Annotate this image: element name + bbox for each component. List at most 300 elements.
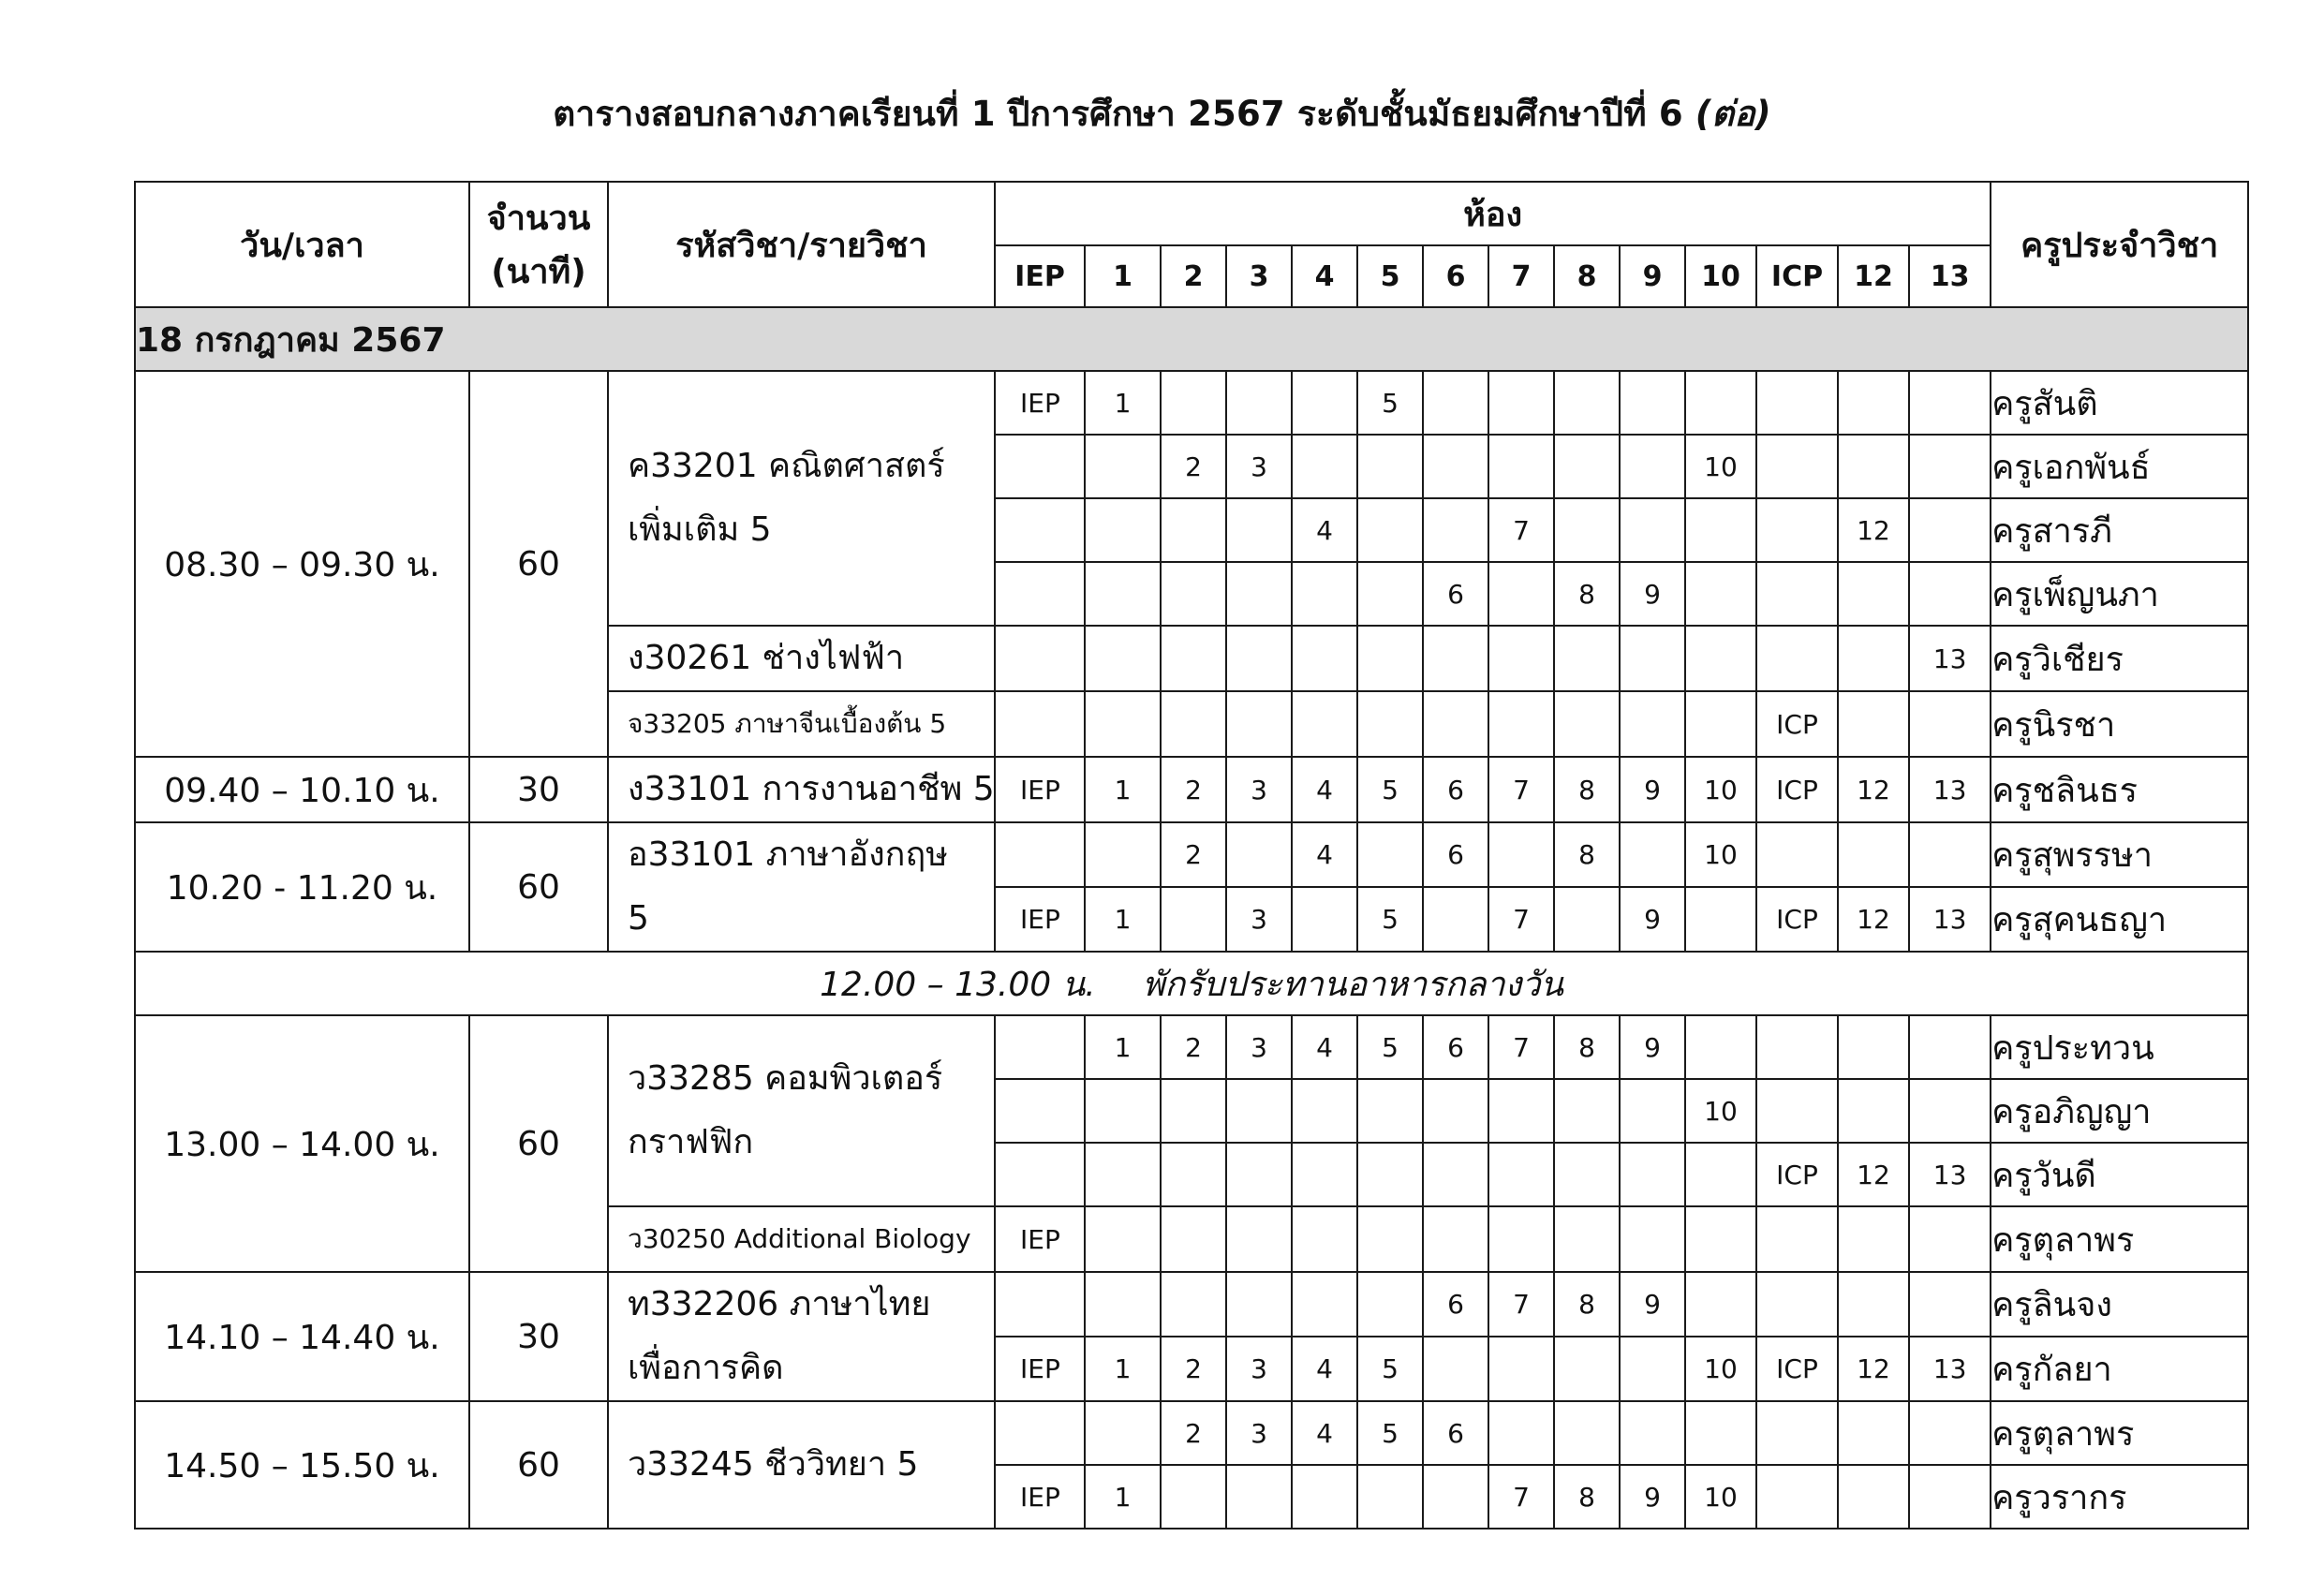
room-cell bbox=[1161, 1272, 1226, 1337]
teacher-name: ครูชลินธร bbox=[1991, 757, 2248, 822]
room-cell bbox=[995, 1401, 1085, 1465]
room-cell: 2 bbox=[1161, 757, 1226, 822]
room-cell: 2 bbox=[1161, 822, 1226, 887]
room-cell bbox=[1909, 498, 1991, 562]
room-cell bbox=[995, 822, 1085, 887]
room-cell bbox=[1756, 562, 1838, 626]
room-cell bbox=[1756, 371, 1838, 435]
room-cell bbox=[1423, 1143, 1488, 1206]
room-cell: 1 bbox=[1085, 1337, 1161, 1401]
room-cell bbox=[1161, 562, 1226, 626]
room-cell bbox=[995, 1079, 1085, 1143]
teacher-name: ครูสารภี bbox=[1991, 498, 2248, 562]
room-cell bbox=[1226, 498, 1292, 562]
header-room-icp: ICP bbox=[1756, 245, 1838, 307]
room-cell bbox=[1292, 435, 1357, 498]
room-cell: 9 bbox=[1620, 1272, 1685, 1337]
room-cell bbox=[995, 1143, 1085, 1206]
subject-line: อ33101 ภาษาอังกฤษ bbox=[628, 835, 948, 874]
room-cell bbox=[1488, 562, 1554, 626]
room-cell bbox=[1554, 1337, 1620, 1401]
room-cell bbox=[1488, 1401, 1554, 1465]
table-row bbox=[135, 371, 2248, 435]
header-datetime: วัน/เวลา bbox=[135, 182, 469, 307]
room-cell: IEP bbox=[995, 1465, 1085, 1529]
header-minutes-line1: จำนวน bbox=[486, 200, 591, 238]
table-row bbox=[135, 1401, 2248, 1465]
room-cell bbox=[995, 562, 1085, 626]
room-cell bbox=[1554, 626, 1620, 691]
room-cell: 3 bbox=[1226, 757, 1292, 822]
slot-minutes: 60 bbox=[469, 1401, 608, 1529]
room-cell bbox=[1161, 626, 1226, 691]
room-cell bbox=[1226, 1143, 1292, 1206]
room-cell bbox=[1909, 1401, 1991, 1465]
room-cell bbox=[1838, 371, 1909, 435]
header-room-9: 9 bbox=[1620, 245, 1685, 307]
room-cell: 12 bbox=[1838, 757, 1909, 822]
room-cell bbox=[1756, 435, 1838, 498]
room-cell bbox=[1838, 1079, 1909, 1143]
room-cell: 1 bbox=[1085, 887, 1161, 952]
room-cell bbox=[1085, 1272, 1161, 1337]
subject-cell bbox=[608, 1401, 995, 1529]
room-cell: 4 bbox=[1292, 1015, 1357, 1079]
room-cell bbox=[1554, 691, 1620, 757]
room-cell bbox=[1357, 562, 1423, 626]
room-cell: 10 bbox=[1685, 1465, 1756, 1529]
header-room-2: 2 bbox=[1161, 245, 1226, 307]
break-time: 12.00 – 13.00 น. bbox=[820, 965, 1096, 1004]
subject-line: ง33101 การงานอาชีพ 5 bbox=[628, 770, 995, 808]
slot-minutes: 60 bbox=[469, 1015, 608, 1272]
room-cell bbox=[1838, 626, 1909, 691]
room-cell bbox=[1554, 1079, 1620, 1143]
room-cell bbox=[995, 1015, 1085, 1079]
subject-line: ว33285 คอมพิวเตอร์ bbox=[628, 1059, 943, 1098]
room-cell: 10 bbox=[1685, 1079, 1756, 1143]
slot-time: 09.40 – 10.10 น. bbox=[135, 757, 469, 822]
room-cell: 12 bbox=[1838, 1337, 1909, 1401]
room-cell bbox=[1357, 435, 1423, 498]
header-room-iep: IEP bbox=[995, 245, 1085, 307]
teacher-name: ครูวรากร bbox=[1991, 1465, 2248, 1529]
slot-minutes: 30 bbox=[469, 1272, 608, 1401]
room-cell: 9 bbox=[1620, 887, 1685, 952]
room-cell bbox=[1909, 562, 1991, 626]
subject-line: กราฟฟิก bbox=[628, 1123, 754, 1161]
slot-minutes: 30 bbox=[469, 757, 608, 822]
room-cell: 4 bbox=[1292, 757, 1357, 822]
room-cell: 1 bbox=[1085, 371, 1161, 435]
room-cell bbox=[1423, 435, 1488, 498]
room-cell bbox=[1161, 1079, 1226, 1143]
room-cell bbox=[1488, 371, 1554, 435]
room-cell bbox=[995, 435, 1085, 498]
room-cell: 13 bbox=[1909, 887, 1991, 952]
room-cell bbox=[995, 626, 1085, 691]
room-cell: 3 bbox=[1226, 1015, 1292, 1079]
title-main: ตารางสอบกลางภาคเรียนที่ 1 ปีการศึกษา 2567 ระดับชั้นมัธยมศึกษาปีที่ 6 bbox=[553, 94, 1683, 134]
room-cell bbox=[1161, 1206, 1226, 1272]
room-cell bbox=[1838, 1272, 1909, 1337]
room-cell bbox=[1226, 1079, 1292, 1143]
room-cell bbox=[1685, 1401, 1756, 1465]
subject-line: 5 bbox=[628, 899, 649, 938]
room-cell: 13 bbox=[1909, 626, 1991, 691]
room-cell bbox=[1085, 1079, 1161, 1143]
slot-time: 08.30 – 09.30 น. bbox=[135, 371, 469, 757]
subject-cell bbox=[608, 371, 995, 626]
room-cell bbox=[1554, 1401, 1620, 1465]
subject-line: ง30261 ช่างไฟฟ้า bbox=[628, 639, 905, 677]
subject-line: ท332206 ภาษาไทย bbox=[628, 1285, 931, 1323]
teacher-name: ครูเอกพันธ์ bbox=[1991, 435, 2248, 498]
room-cell bbox=[1756, 1465, 1838, 1529]
room-cell bbox=[1838, 562, 1909, 626]
room-cell: 9 bbox=[1620, 1465, 1685, 1529]
room-cell: ICP bbox=[1756, 1143, 1838, 1206]
header-room-5: 5 bbox=[1357, 245, 1423, 307]
slot-time: 14.10 – 14.40 น. bbox=[135, 1272, 469, 1401]
title-continued: (ต่อ) bbox=[1695, 94, 1771, 134]
room-cell bbox=[1085, 435, 1161, 498]
room-cell bbox=[1488, 626, 1554, 691]
header-room-1: 1 bbox=[1085, 245, 1161, 307]
room-cell bbox=[1488, 822, 1554, 887]
room-cell bbox=[1292, 371, 1357, 435]
room-cell bbox=[1357, 822, 1423, 887]
room-cell bbox=[1756, 1079, 1838, 1143]
room-cell: IEP bbox=[995, 371, 1085, 435]
room-cell bbox=[1085, 1206, 1161, 1272]
room-cell bbox=[1838, 1465, 1909, 1529]
room-cell bbox=[1620, 1401, 1685, 1465]
room-cell: 1 bbox=[1085, 1465, 1161, 1529]
room-cell bbox=[1226, 1206, 1292, 1272]
room-cell: 6 bbox=[1423, 822, 1488, 887]
subject-line: เพื่อการคิด bbox=[628, 1349, 784, 1387]
room-cell: 5 bbox=[1357, 1337, 1423, 1401]
room-cell bbox=[1357, 1465, 1423, 1529]
slot-time: 14.50 – 15.50 น. bbox=[135, 1401, 469, 1529]
room-cell: 12 bbox=[1838, 887, 1909, 952]
room-cell: 3 bbox=[1226, 1337, 1292, 1401]
room-cell bbox=[1292, 1079, 1357, 1143]
room-cell bbox=[1838, 691, 1909, 757]
room-cell: 2 bbox=[1161, 1401, 1226, 1465]
room-cell bbox=[1554, 498, 1620, 562]
room-cell: 5 bbox=[1357, 887, 1423, 952]
room-cell: 5 bbox=[1357, 1015, 1423, 1079]
subject-line: ว33245 ชีววิทยา 5 bbox=[628, 1445, 919, 1484]
table-row bbox=[135, 1272, 2248, 1337]
teacher-name: ครูวันดี bbox=[1991, 1143, 2248, 1206]
room-cell bbox=[1838, 822, 1909, 887]
header-room-8: 8 bbox=[1554, 245, 1620, 307]
room-cell: IEP bbox=[995, 887, 1085, 952]
room-cell bbox=[1423, 498, 1488, 562]
room-cell bbox=[1357, 1079, 1423, 1143]
room-cell: 13 bbox=[1909, 1337, 1991, 1401]
room-cell bbox=[1357, 498, 1423, 562]
room-cell bbox=[1292, 1206, 1357, 1272]
room-cell bbox=[1756, 822, 1838, 887]
subject-cell bbox=[608, 822, 995, 952]
room-cell bbox=[1756, 626, 1838, 691]
room-cell bbox=[1909, 371, 1991, 435]
room-cell: 12 bbox=[1838, 498, 1909, 562]
exam-schedule-table bbox=[134, 181, 2249, 1530]
room-cell: 7 bbox=[1488, 498, 1554, 562]
room-cell: 6 bbox=[1423, 757, 1488, 822]
header-subject: รหัสวิชา/รายวิชา bbox=[608, 182, 995, 307]
room-cell bbox=[1554, 435, 1620, 498]
teacher-name: ครูวิเชียร bbox=[1991, 626, 2248, 691]
header-minutes-line2: (นาที) bbox=[491, 253, 586, 291]
room-cell bbox=[995, 691, 1085, 757]
page-title bbox=[0, 86, 2324, 141]
room-cell bbox=[1838, 1401, 1909, 1465]
room-cell bbox=[1357, 626, 1423, 691]
room-cell bbox=[1292, 1272, 1357, 1337]
room-cell: ICP bbox=[1756, 1337, 1838, 1401]
room-cell: 2 bbox=[1161, 435, 1226, 498]
subject-line: จ33205 ภาษาจีนเบื้องต้น 5 bbox=[628, 708, 947, 739]
table-row bbox=[135, 757, 2248, 822]
teacher-name: ครูตุลาพร bbox=[1991, 1206, 2248, 1272]
subject-cell bbox=[608, 626, 995, 691]
room-cell bbox=[1085, 691, 1161, 757]
room-cell bbox=[1085, 1143, 1161, 1206]
room-cell: 6 bbox=[1423, 1401, 1488, 1465]
room-cell bbox=[1620, 822, 1685, 887]
room-cell bbox=[1685, 1206, 1756, 1272]
room-cell bbox=[1838, 1206, 1909, 1272]
room-cell bbox=[1161, 1143, 1226, 1206]
room-cell bbox=[1423, 1465, 1488, 1529]
room-cell bbox=[1488, 1079, 1554, 1143]
header-room-10: 10 bbox=[1685, 245, 1756, 307]
room-cell bbox=[995, 498, 1085, 562]
subject-cell bbox=[608, 1206, 995, 1272]
room-cell bbox=[1292, 562, 1357, 626]
room-cell: 8 bbox=[1554, 1465, 1620, 1529]
room-cell: 12 bbox=[1838, 1143, 1909, 1206]
room-cell bbox=[1488, 691, 1554, 757]
room-cell bbox=[1909, 1079, 1991, 1143]
teacher-name: ครูประทวน bbox=[1991, 1015, 2248, 1079]
room-cell bbox=[1357, 1272, 1423, 1337]
room-cell: 6 bbox=[1423, 1272, 1488, 1337]
room-cell: 10 bbox=[1685, 435, 1756, 498]
room-cell bbox=[1423, 1337, 1488, 1401]
room-cell bbox=[1838, 1015, 1909, 1079]
room-cell: 10 bbox=[1685, 1337, 1756, 1401]
room-cell: 1 bbox=[1085, 1015, 1161, 1079]
room-cell bbox=[1554, 887, 1620, 952]
room-cell: ICP bbox=[1756, 887, 1838, 952]
room-cell bbox=[1423, 371, 1488, 435]
room-cell bbox=[1685, 562, 1756, 626]
lunch-break-row bbox=[135, 952, 2248, 1015]
room-cell: IEP bbox=[995, 1206, 1085, 1272]
room-cell: IEP bbox=[995, 757, 1085, 822]
room-cell bbox=[1620, 1337, 1685, 1401]
room-cell bbox=[1909, 435, 1991, 498]
room-cell bbox=[1161, 1465, 1226, 1529]
room-cell bbox=[1909, 691, 1991, 757]
room-cell bbox=[1226, 1272, 1292, 1337]
room-cell bbox=[1161, 691, 1226, 757]
room-cell bbox=[1685, 498, 1756, 562]
room-cell bbox=[1226, 626, 1292, 691]
room-cell bbox=[1423, 1206, 1488, 1272]
room-cell bbox=[1756, 1015, 1838, 1079]
subject-line: เพิ่มเติม 5 bbox=[628, 510, 772, 549]
room-cell bbox=[1161, 498, 1226, 562]
room-cell bbox=[1909, 1015, 1991, 1079]
subject-cell bbox=[608, 1015, 995, 1206]
subject-cell bbox=[608, 1272, 995, 1401]
room-cell: 8 bbox=[1554, 562, 1620, 626]
room-cell bbox=[1685, 887, 1756, 952]
room-cell bbox=[1620, 1079, 1685, 1143]
header-room-3: 3 bbox=[1226, 245, 1292, 307]
slot-minutes: 60 bbox=[469, 371, 608, 757]
header-room-4: 4 bbox=[1292, 245, 1357, 307]
header-room-13: 13 bbox=[1909, 245, 1991, 307]
room-cell: ICP bbox=[1756, 757, 1838, 822]
room-cell bbox=[1756, 498, 1838, 562]
header-room-7: 7 bbox=[1488, 245, 1554, 307]
room-cell: 7 bbox=[1488, 757, 1554, 822]
room-cell bbox=[1685, 691, 1756, 757]
room-cell bbox=[1226, 1465, 1292, 1529]
room-cell bbox=[1488, 1337, 1554, 1401]
subject-line: ว30250 Additional Biology bbox=[628, 1223, 971, 1254]
room-cell: 3 bbox=[1226, 1401, 1292, 1465]
room-cell bbox=[1226, 691, 1292, 757]
room-cell bbox=[1226, 371, 1292, 435]
room-cell bbox=[1423, 626, 1488, 691]
room-cell bbox=[1357, 1206, 1423, 1272]
room-cell bbox=[1685, 1143, 1756, 1206]
room-cell bbox=[1756, 1272, 1838, 1337]
table-row bbox=[135, 822, 2248, 887]
room-cell: 3 bbox=[1226, 435, 1292, 498]
room-cell: 4 bbox=[1292, 1337, 1357, 1401]
room-cell bbox=[1620, 498, 1685, 562]
room-cell bbox=[1161, 371, 1226, 435]
room-cell: 9 bbox=[1620, 757, 1685, 822]
teacher-name: ครูเพ็ญนภา bbox=[1991, 562, 2248, 626]
room-cell bbox=[1909, 1206, 1991, 1272]
room-cell bbox=[1685, 1272, 1756, 1337]
room-cell bbox=[1909, 822, 1991, 887]
room-cell: 7 bbox=[1488, 1465, 1554, 1529]
slot-time: 10.20 - 11.20 น. bbox=[135, 822, 469, 952]
lunch-break-cell bbox=[135, 952, 2248, 1015]
subject-cell bbox=[608, 757, 995, 822]
room-cell bbox=[1620, 371, 1685, 435]
room-cell bbox=[1226, 562, 1292, 626]
room-cell bbox=[1292, 691, 1357, 757]
teacher-name: ครูสันติ bbox=[1991, 371, 2248, 435]
room-cell bbox=[1292, 1143, 1357, 1206]
table-row bbox=[135, 1015, 2248, 1079]
room-cell: 2 bbox=[1161, 1337, 1226, 1401]
room-cell: 10 bbox=[1685, 757, 1756, 822]
room-cell bbox=[1423, 1079, 1488, 1143]
subject-cell bbox=[608, 691, 995, 757]
room-cell bbox=[1620, 691, 1685, 757]
room-cell: 6 bbox=[1423, 1015, 1488, 1079]
room-cell bbox=[1685, 371, 1756, 435]
room-cell bbox=[1554, 371, 1620, 435]
room-cell: 9 bbox=[1620, 562, 1685, 626]
room-cell bbox=[1756, 1401, 1838, 1465]
room-cell bbox=[1423, 691, 1488, 757]
room-cell: 7 bbox=[1488, 887, 1554, 952]
room-cell: 7 bbox=[1488, 1272, 1554, 1337]
room-cell bbox=[1488, 435, 1554, 498]
room-cell bbox=[1909, 1272, 1991, 1337]
room-cell bbox=[1226, 822, 1292, 887]
room-cell: 8 bbox=[1554, 757, 1620, 822]
room-cell bbox=[1488, 1143, 1554, 1206]
room-cell bbox=[1620, 626, 1685, 691]
teacher-name: ครูตุลาพร bbox=[1991, 1401, 2248, 1465]
room-cell: 1 bbox=[1085, 757, 1161, 822]
room-cell: 7 bbox=[1488, 1015, 1554, 1079]
room-cell: 10 bbox=[1685, 822, 1756, 887]
room-cell bbox=[1554, 1206, 1620, 1272]
room-cell bbox=[1161, 887, 1226, 952]
teacher-name: ครูสุคนธญา bbox=[1991, 887, 2248, 952]
room-cell: 8 bbox=[1554, 1272, 1620, 1337]
room-cell bbox=[1085, 1401, 1161, 1465]
teacher-name: ครูสุพรรษา bbox=[1991, 822, 2248, 887]
room-cell: 9 bbox=[1620, 1015, 1685, 1079]
header-minutes bbox=[469, 182, 608, 307]
break-label: พักรับประทานอาหารกลางวัน bbox=[1142, 965, 1564, 1004]
room-cell: IEP bbox=[995, 1337, 1085, 1401]
room-cell: 4 bbox=[1292, 822, 1357, 887]
room-cell bbox=[1085, 562, 1161, 626]
room-cell bbox=[1554, 1143, 1620, 1206]
room-cell bbox=[1357, 691, 1423, 757]
room-cell bbox=[1357, 1143, 1423, 1206]
room-cell bbox=[1085, 822, 1161, 887]
room-cell bbox=[1838, 435, 1909, 498]
room-cell: 4 bbox=[1292, 1401, 1357, 1465]
header-room-6: 6 bbox=[1423, 245, 1488, 307]
room-cell bbox=[1620, 1206, 1685, 1272]
room-cell bbox=[1620, 1143, 1685, 1206]
room-cell bbox=[1292, 1465, 1357, 1529]
room-cell bbox=[1423, 887, 1488, 952]
room-cell: 13 bbox=[1909, 757, 1991, 822]
room-cell: 5 bbox=[1357, 757, 1423, 822]
room-cell bbox=[1085, 498, 1161, 562]
room-cell: 6 bbox=[1423, 562, 1488, 626]
room-cell bbox=[1488, 1206, 1554, 1272]
room-cell bbox=[1685, 626, 1756, 691]
room-cell bbox=[1685, 1015, 1756, 1079]
header-teacher: ครูประจำวิชา bbox=[1991, 182, 2248, 307]
room-cell: 4 bbox=[1292, 498, 1357, 562]
